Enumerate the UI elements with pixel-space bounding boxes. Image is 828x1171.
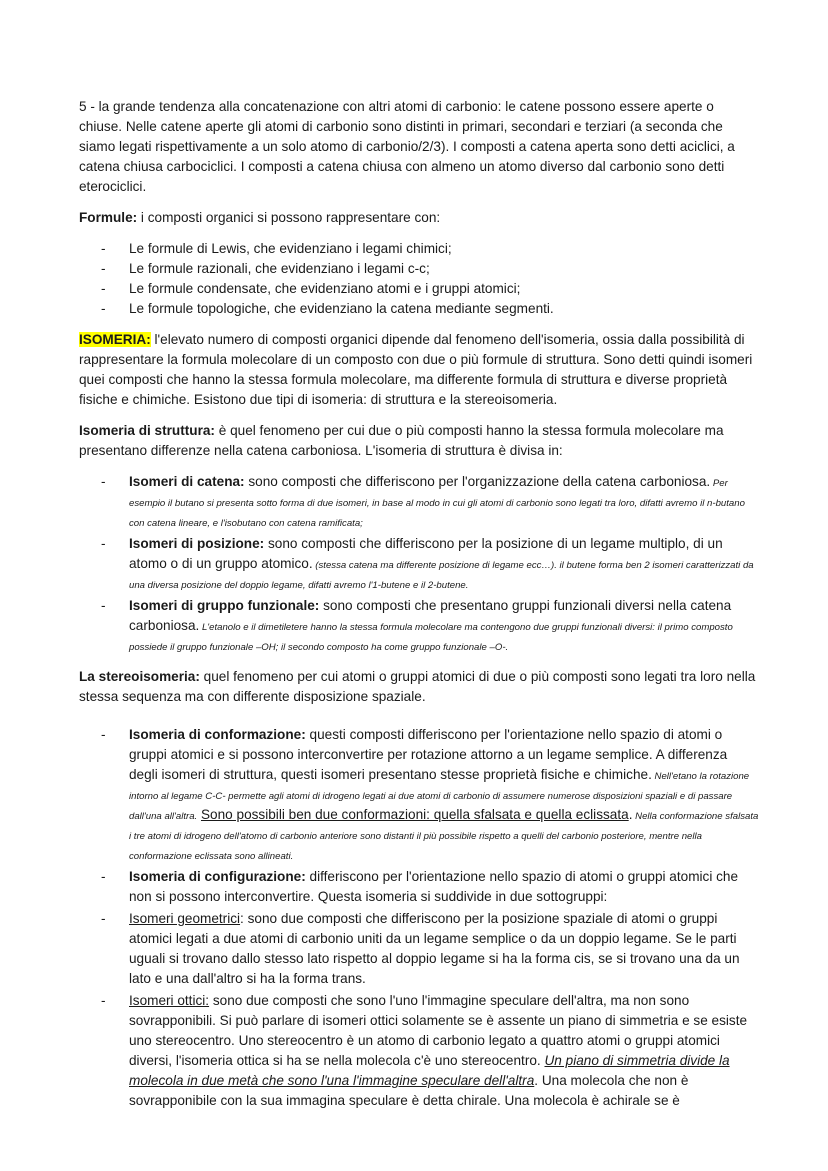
item-label: Isomeri di posizione: [129,536,265,551]
struttura-label: Isomeria di struttura: [79,423,215,438]
paragraph-formule [79,208,759,228]
isomeria-label: ISOMERIA: [79,332,151,347]
item-text: differiscono per l'orientazione nello spazio di atomi o gruppi atomici che non si possono interconvertire. Questa isomeria si suddivide in due sottogruppi: [129,869,739,904]
item-text: sono composti che differiscono per la posizione di un legame multiplo, di un atomo o di un gruppo atomico. [129,536,723,571]
paragraph-concatenazione: 5 - la grande tendenza alla concatenazione con altri atomi di carbonio: le catene possono essere aperte o chiuse. Nelle catene aperte gli atomi di carbonio sono distinti in primari, secondari e terziari (a seconda che siamo legati rispettivamente a un solo atomo di carbonio/2/3). I composti a catena aperta sono detti aciclici, a catena chiusa carbociclici. I composti a catena chiusa con almeno un atomo diverso dal carbonio sono detti eterociclici. [79,99,735,194]
item-note: Nell'etano la rotazione intorno al legame C-C- permette agli atomi di idrogeno legati ai due atomi di carbonio di assumere numerose disposizioni spaziali e di passare dall'una all'altra. [129,771,750,822]
item-text: questi composti differiscono per l'orientazione nello spazio di atomi o gruppi atomici e si possono interconvertire per rotazione attorno a un legame semplice. A differenza degli isomeri di struttura, questi isomeri presentano stesse proprietà fisiche e chimiche. [129,727,728,782]
list-item: - Le formule condensate, che evidenziano atomi e i gruppi atomici; [79,279,759,299]
list-item: - Le formule di Lewis, che evidenziano i legami chimici; [79,239,759,259]
list-item-configurazione [79,867,759,907]
list-item-conformazione [79,725,759,865]
list-item: - Le formule razionali, che evidenziano i legami c-c; [79,259,759,279]
item-note: Nella conformazione sfalsata i tre atomi di idrogeno dell'atomo di carbonio anteriore sono distanti il più possibile rispetto a quelli del carbonio posteriore, mentre nella conformazione eclissata sono allineati. [129,811,759,862]
paragraph-isomeria [79,330,759,410]
list-item-gruppo-funzionale [79,596,759,656]
paragraph-stereoisomeria [79,667,759,707]
paragraph-isomeria-struttura [79,421,759,461]
item-label: Isomeri di gruppo funzionale: [129,598,320,613]
item-note: L'etanolo e il dimetiletere hanno la stessa formula molecolare ma contengono due gruppi funzionali diversi: il primo composto possiede il gruppo funzionale –OH; il secondo composto ha come gruppo funzionale –O-. [129,622,733,653]
item-label: Isomeri ottici: [129,993,210,1008]
isomeria-text: l'elevato numero di composti organici dipende dal fenomeno dell'isomeria, ossia dalla possibilità di rappresentare la formula molecolare di un composto con due o più formule di struttura. Sono detti quindi isomeri quei composti che hanno la stessa formula molecolare, ma differente formula di struttura e diverse proprietà fisiche e chimiche. Esistono due tipi di isomeria: di struttura e la stereoisomeria. [79,332,753,407]
formule-list [79,239,759,319]
stereo-label: La stereoisomeria: [79,669,200,684]
formule-label: Formule: [79,210,138,225]
item-note: (stessa catena ma differente posizione di legame ecc…). il butene forma ben 2 isomeri caratterizzati da una diversa posizione del doppio legame, difatti avremo l'1-butene e il 2-butene. [129,560,754,591]
list-item-posizione [79,534,759,594]
struttura-list [79,472,759,656]
list-item: - Le formule topologiche, che evidenziano la catena mediante segmenti. [79,299,759,319]
item-text: : sono due composti che differiscono per la posizione spaziale di atomi o gruppi atomici legati a due atomi di carbonio uniti da un legame semplice o da un doppio legame. Se le parti uguali si trovano dallo stesso lato rispetto al doppio legame si ha la forma cis, se si trovano una da un lato e una dall'altro si ha la forma trans. [129,911,740,986]
item-label: Isomeria di conformazione: [129,727,306,742]
item-text-2: . Una molecola che non è sovrapponibile con la sua immagina speculare è detta chirale. Una molecola è achirale se è [129,1073,689,1108]
list-item-catena [79,472,759,532]
item-text: sono composti che presentano gruppi funzionali diversi nella catena carboniosa. [129,598,732,633]
stereo-list [79,725,759,1111]
item-underlined: Un piano di simmetria divide la molecola in due metà che sono l'una l'immagine speculare dell'altra [129,1053,730,1088]
item-note: Per esempio il butano si presenta sotto forma di due isomeri, in base al modo in cui gli atomi di carbonio sono legati tra loro, difatti avremo il n-butano con catena lineare, e l'isobutano con catena ramificata; [129,478,745,529]
item-underlined: Sono possibili ben due conformazioni: quella sfalsata e quella eclissata [200,807,629,822]
item-label: Isomeri di catena: [129,474,245,489]
formule-text: i composti organici si possono rappresentare con: [137,210,441,225]
struttura-text: è quel fenomeno per cui due o più composti hanno la stessa formula molecolare ma presentano differenze nella catena carboniosa. L'isomeria di struttura è divisa in: [79,423,724,458]
item-dot: . [628,807,633,822]
list-item-geometrici [79,909,759,989]
item-text: sono due composti che sono l'uno l'immagine speculare dell'altra, ma non sono sovrapponibili. Si può parlare di isomeri ottici solamente se è assente un piano di simmetria e se esiste uno stereocentro. Uno stereocentro è un atomo di carbonio legato a quattro atomi o gruppi atomici diversi, l'isomeria ottica si ha se nella molecola c'è uno stereocentro. [129,993,748,1068]
document-body [79,97,759,1113]
item-label: Isomeria di configurazione: [129,869,306,884]
stereo-text: quel fenomeno per cui atomi o gruppi atomici di due o più composti sono legati tra loro nella stessa sequenza ma con differente disposizione spaziale. [79,669,756,704]
item-text: sono composti che differiscono per l'organizzazione della catena carboniosa. [244,474,711,489]
list-item-ottici [79,991,759,1111]
item-label: Isomeri geometrici [129,911,241,926]
